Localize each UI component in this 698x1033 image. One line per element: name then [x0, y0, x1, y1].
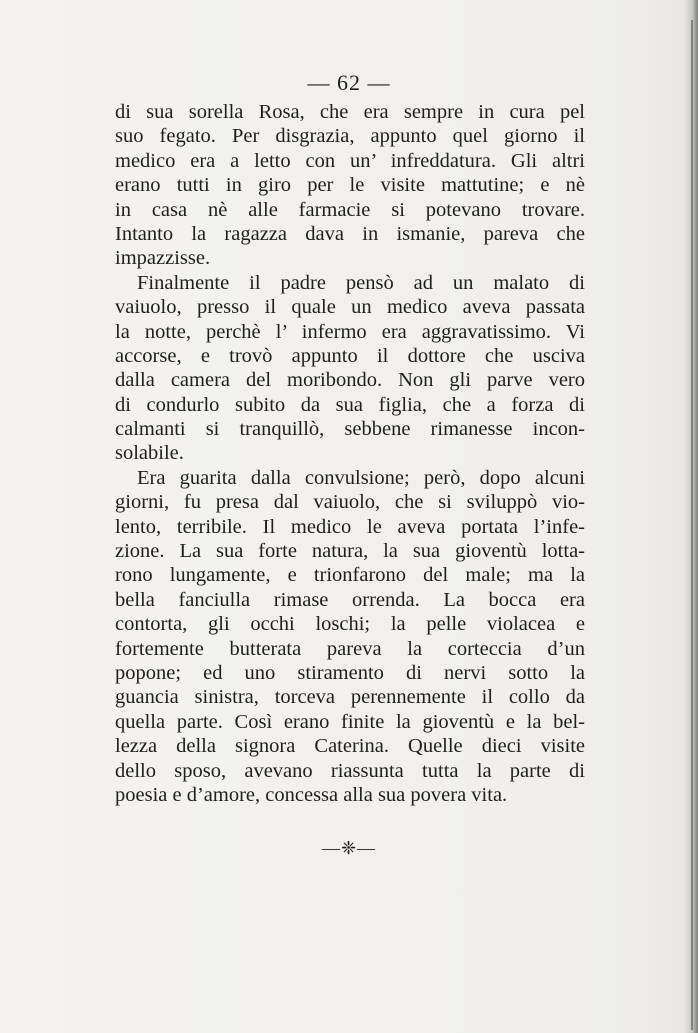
text-line: Finalmente il padre pensò ad un malato di	[137, 271, 585, 294]
text-line: guancia sinistra, torceva perennemente il collo da	[115, 686, 585, 709]
text-line: Intanto la ragazza dava in ismanie, pareva che	[115, 222, 585, 245]
text-line: Era guarita dalla convulsione; però, dopo alcuni	[137, 466, 585, 489]
text-line: medico era a letto con un’ infreddatura. Gli altri	[115, 149, 585, 172]
section-end-ornament: —❈—	[321, 838, 377, 858]
text-line: quella parte. Così erano finite la gioventù e la bel-	[115, 710, 585, 733]
text-line: suo fegato. Per disgrazia, appunto quel giorno il	[115, 125, 585, 148]
text-line: fortemente butterata pareva la corteccia d’un	[115, 637, 585, 660]
text-line: dalla camera del moribondo. Non gli parve vero	[115, 369, 585, 392]
text-line: popone; ed uno stiramento di nervi sotto la	[115, 661, 585, 684]
text-line: rono lungamente, e trionfarono del male; ma la	[115, 564, 585, 587]
text-line: contorta, gli occhi loschi; la pelle violacea e	[115, 613, 585, 636]
body-text	[115, 100, 585, 807]
text-line: solabile.	[115, 442, 184, 465]
text-line: lento, terribile. Il medico le aveva portata l’infe-	[115, 515, 585, 538]
text-line: erano tutti in giro per le visite mattutine; e nè	[115, 174, 585, 197]
text-line: vaiuolo, presso il quale un medico aveva passata	[115, 296, 585, 319]
text-line: la notte, perchè l’ infermo era aggravatissimo. Vi	[115, 320, 585, 343]
text-line: dello sposo, avevano riassunta tutta la parte di	[115, 759, 585, 782]
text-line: impazzisse.	[115, 247, 211, 270]
page-number: — 62 —	[307, 70, 391, 95]
text-line: di condurlo subito da sua figlia, che a forza di	[115, 393, 585, 416]
page-binding-edge	[691, 20, 693, 1030]
text-line: poesia e d’amore, concessa alla sua povera vita.	[115, 783, 508, 806]
text-line: lezza della signora Caterina. Quelle dieci visite	[115, 735, 585, 758]
text-line: giorni, fu presa dal vaiuolo, che si sviluppò vio-	[115, 491, 585, 514]
text-line: zione. La sua forte natura, la sua gioventù lotta-	[115, 540, 585, 563]
text-line: in casa nè alle farmacie si potevano trovare.	[115, 198, 585, 221]
text-line: accorse, e trovò appunto il dottore che usciva	[115, 344, 585, 367]
text-line: calmanti si tranquillò, sebbene rimanesse incon-	[115, 418, 585, 441]
text-line: bella fanciulla rimase orrenda. La bocca era	[115, 588, 585, 611]
text-line: di sua sorella Rosa, che era sempre in cura pel	[115, 101, 585, 123]
